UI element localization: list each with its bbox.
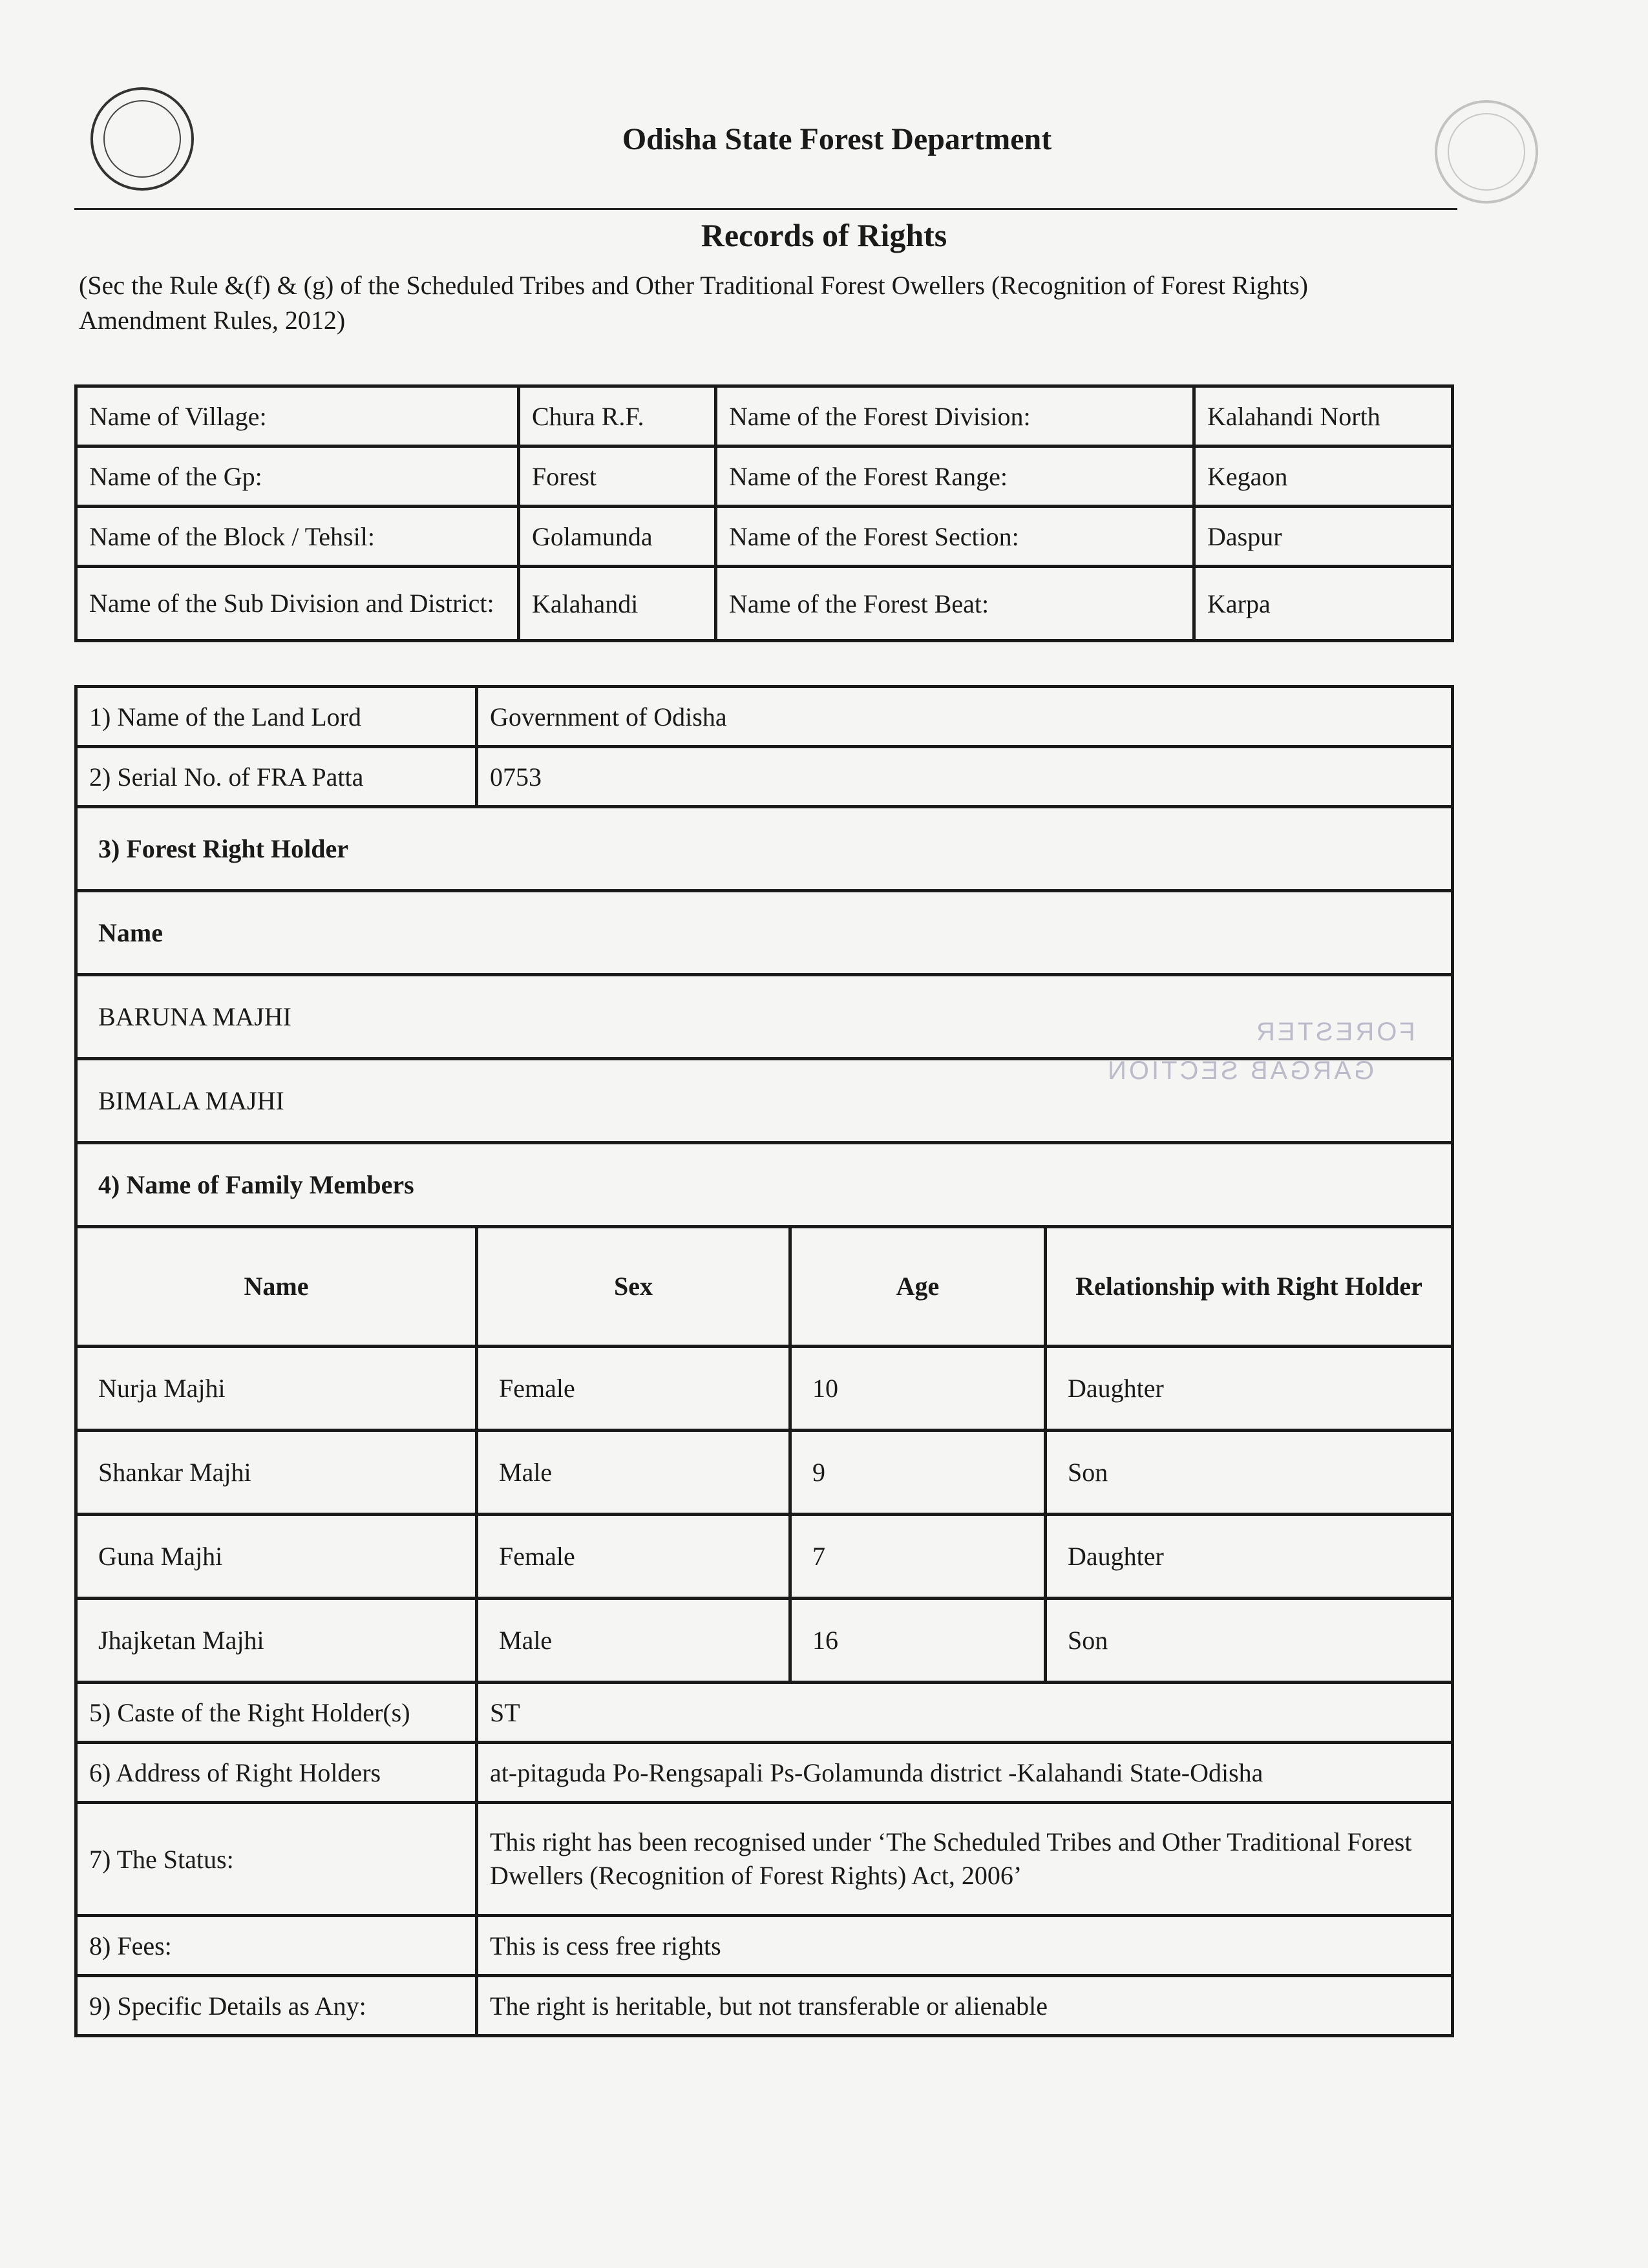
beat-value: Karpa — [1194, 567, 1453, 641]
table-row — [76, 567, 1453, 641]
table-row — [76, 1916, 1453, 1976]
family-member-name: Nurja Majhi — [76, 1347, 477, 1431]
holder-name-header: Name — [76, 891, 1453, 975]
landlord-label: 1) Name of the Land Lord — [76, 687, 477, 747]
family-member-name: Shankar Majhi — [76, 1431, 477, 1515]
forester-stamp-line1: FORESTER — [1254, 1018, 1415, 1046]
range-label: Name of the Forest Range: — [716, 446, 1194, 507]
table-row — [76, 446, 1453, 507]
rule-reference: (Sec the Rule &(f) & (g) of the Scheduled Tribes and Other Traditional Forest Owellers (Recognition of Forest Rights) Amendment Rules, 2012) — [79, 271, 1308, 335]
beat-label: Name of the Forest Beat: — [716, 567, 1194, 641]
village-value: Chura R.F. — [519, 386, 716, 446]
table-row — [76, 807, 1453, 891]
family-member-age: 7 — [790, 1515, 1046, 1599]
department-title: Odisha State Forest Department — [622, 122, 1052, 156]
gp-value: Forest — [519, 446, 716, 507]
status-value: This right has been recognised under ‘The Scheduled Tribes and Other Traditional Forest Dwellers (Recognition of Forest Rights) Act, 2006’ — [477, 1803, 1453, 1916]
family-header-name: Name — [76, 1227, 477, 1347]
details-label: 9) Specific Details as Any: — [76, 1976, 477, 2036]
family-member-sex: Female — [477, 1515, 790, 1599]
family-member-relationship: Daughter — [1046, 1515, 1453, 1599]
forester-stamp-line2: GARGAB SECTION — [1105, 1056, 1375, 1085]
family-section-title: 4) Name of Family Members — [76, 1143, 1453, 1227]
location-table — [74, 384, 1454, 642]
caste-label: 5) Caste of the Right Holder(s) — [76, 1683, 477, 1743]
fees-label: 8) Fees: — [76, 1916, 477, 1976]
range-value: Kegaon — [1194, 446, 1453, 507]
table-row — [76, 1803, 1453, 1916]
block-value: Golamunda — [519, 507, 716, 567]
family-header-relationship: Relationship with Right Holder — [1046, 1227, 1453, 1347]
table-row — [76, 1515, 1453, 1599]
subdiv-value: Kalahandi — [519, 567, 716, 641]
village-label: Name of Village: — [76, 386, 519, 446]
family-member-name: Guna Majhi — [76, 1515, 477, 1599]
table-row — [76, 1227, 1453, 1347]
family-member-sex: Male — [477, 1431, 790, 1515]
family-member-age: 9 — [790, 1431, 1046, 1515]
holder-section-title: 3) Forest Right Holder — [76, 807, 1453, 891]
fees-value: This is cess free rights — [477, 1916, 1453, 1976]
family-member-sex: Female — [477, 1347, 790, 1431]
family-member-age: 16 — [790, 1599, 1046, 1683]
serial-value: 0753 — [477, 747, 1453, 807]
table-row — [76, 1976, 1453, 2036]
table-row — [76, 1431, 1453, 1515]
table-row — [76, 1599, 1453, 1683]
serial-label: 2) Serial No. of FRA Patta — [76, 747, 477, 807]
address-label: 6) Address of Right Holders — [76, 1743, 477, 1803]
section-value: Daspur — [1194, 507, 1453, 567]
table-row — [76, 507, 1453, 567]
subdiv-label: Name of the Sub Division and District: — [76, 567, 519, 641]
details-value: The right is heritable, but not transferable or alienable — [477, 1976, 1453, 2036]
status-label: 7) The Status: — [76, 1803, 477, 1916]
section-label: Name of the Forest Section: — [716, 507, 1194, 567]
address-value: at-pitaguda Po-Rengsapali Ps-Golamunda district -Kalahandi State-Odisha — [477, 1743, 1453, 1803]
record-table — [74, 685, 1454, 2037]
block-label: Name of the Block / Tehsil: — [76, 507, 519, 567]
division-value: Kalahandi North — [1194, 386, 1453, 446]
family-member-sex: Male — [477, 1599, 790, 1683]
caste-value: ST — [477, 1683, 1453, 1743]
table-row — [76, 687, 1453, 747]
family-member-name: Jhajketan Majhi — [76, 1599, 477, 1683]
header-divider — [74, 208, 1457, 210]
family-member-relationship: Son — [1046, 1431, 1453, 1515]
table-row — [76, 747, 1453, 807]
family-member-age: 10 — [790, 1347, 1046, 1431]
landlord-value: Government of Odisha — [477, 687, 1453, 747]
family-member-relationship: Daughter — [1046, 1347, 1453, 1431]
family-member-relationship: Son — [1046, 1599, 1453, 1683]
table-row — [76, 1143, 1453, 1227]
table-row — [76, 1683, 1453, 1743]
division-label: Name of the Forest Division: — [716, 386, 1194, 446]
table-row — [76, 975, 1453, 1059]
table-row — [76, 1743, 1453, 1803]
family-header-age: Age — [790, 1227, 1046, 1347]
gp-label: Name of the Gp: — [76, 446, 519, 507]
table-row — [76, 1347, 1453, 1431]
holder-name: BARUNA MAJHI — [76, 975, 1453, 1059]
table-row — [76, 386, 1453, 446]
page-title: Records of Rights — [701, 217, 947, 253]
family-header-sex: Sex — [477, 1227, 790, 1347]
holder-name: BIMALA MAJHI — [76, 1059, 1453, 1143]
table-row — [76, 891, 1453, 975]
